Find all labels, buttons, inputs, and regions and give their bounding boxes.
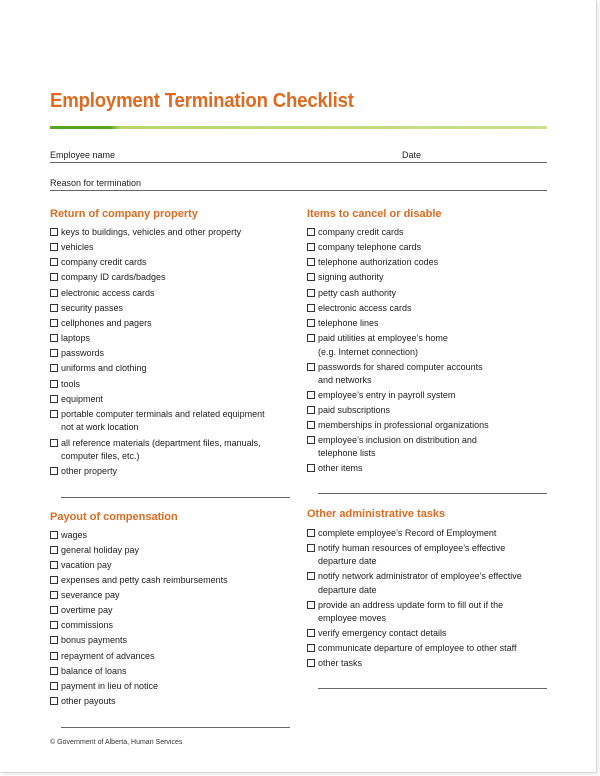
checklist-item-label: telephone lines (318, 318, 379, 328)
checkbox[interactable] (307, 391, 315, 399)
checkbox[interactable] (50, 334, 58, 342)
checklist-item (50, 255, 147, 269)
payout-writein-line[interactable] (61, 727, 290, 728)
checkbox[interactable] (307, 572, 315, 580)
checklist-item (50, 286, 155, 300)
checklist-item (50, 679, 158, 693)
checklist-item (307, 403, 390, 417)
checkbox[interactable] (50, 636, 58, 644)
checkbox[interactable] (307, 659, 315, 667)
footer-copyright: © Government of Alberta, Human Services (50, 739, 183, 746)
checklist-item (307, 461, 363, 475)
checklist-item (50, 346, 104, 360)
checklist-item-label: portable computer terminals and related equipment (61, 409, 265, 419)
checkbox[interactable] (50, 591, 58, 599)
checkbox[interactable] (307, 529, 315, 537)
checkbox[interactable] (50, 304, 58, 312)
checkbox[interactable] (50, 697, 58, 705)
checklist-item (307, 541, 505, 555)
checklist-item-continuation (50, 420, 139, 434)
checklist-item-label: company credit cards (318, 227, 404, 237)
checkbox[interactable] (307, 228, 315, 236)
checklist-item (50, 392, 103, 406)
checkbox[interactable] (50, 606, 58, 614)
checkbox[interactable] (50, 561, 58, 569)
checklist-item-label: communicate departure of employee to other staff (318, 643, 517, 653)
checklist-item (50, 407, 265, 421)
employee-name-field[interactable] (50, 147, 547, 163)
return-property-writein-line[interactable] (61, 497, 290, 498)
checkbox[interactable] (50, 667, 58, 675)
checkbox[interactable] (307, 406, 315, 414)
checklist-item (307, 270, 384, 284)
checklist-item (307, 360, 483, 374)
checklist-item-continuation (307, 446, 376, 460)
checklist-item-label: paid utilities at employee’s home (318, 333, 448, 343)
checklist-item (50, 694, 116, 708)
checklist-item (307, 240, 421, 254)
checklist-item-label: repayment of advances (61, 651, 155, 661)
checklist-item (307, 255, 438, 269)
checklist-item (307, 598, 503, 612)
checklist-item-label: notify human resources of employee’s effective (318, 543, 506, 553)
checkbox[interactable] (50, 228, 58, 236)
checkbox[interactable] (50, 243, 58, 251)
checklist-item (50, 543, 139, 557)
checklist-item-label: (e.g. Internet connection) (318, 347, 419, 357)
checklist-item-label: laptops (61, 333, 91, 343)
checkbox[interactable] (50, 576, 58, 584)
checkbox[interactable] (50, 652, 58, 660)
checklist-item-label: electronic access cards (318, 303, 412, 313)
checklist-item-continuation (50, 449, 140, 463)
checklist-item-label: equipment (61, 394, 104, 404)
checkbox[interactable] (50, 682, 58, 690)
checkbox[interactable] (307, 601, 315, 609)
checklist-item (307, 388, 455, 402)
checklist-item-label: employee’s inclusion on distribution and (318, 435, 477, 445)
checklist-item (307, 418, 489, 432)
section-heading-admin: Other administrative tasks (307, 508, 446, 520)
checkbox[interactable] (307, 436, 315, 444)
page-title: Employment Termination Checklist (50, 90, 354, 112)
checkbox[interactable] (50, 467, 58, 475)
checklist-item (307, 526, 496, 540)
checkbox[interactable] (50, 364, 58, 372)
reason-label: Reason for termination (50, 178, 142, 188)
checklist-item (307, 331, 448, 345)
checklist-item-label: all reference materials (department files, manuals, (61, 438, 261, 448)
checklist-item-label: departure date (318, 585, 377, 595)
checklist-item (50, 301, 123, 315)
checklist-item-label: cellphones and pagers (61, 318, 152, 328)
reason-field[interactable] (50, 175, 547, 191)
checklist-item-label: tools (61, 379, 81, 389)
checklist-item (307, 626, 447, 640)
checkbox[interactable] (307, 319, 315, 327)
checkbox[interactable] (307, 304, 315, 312)
checklist-item (50, 270, 166, 284)
checkbox[interactable] (307, 243, 315, 251)
checkbox[interactable] (50, 258, 58, 266)
checklist-item (50, 603, 113, 617)
checkbox[interactable] (307, 334, 315, 342)
checklist-item-label: paid subscriptions (318, 405, 391, 415)
checklist-item (50, 588, 120, 602)
checkbox[interactable] (50, 439, 58, 447)
checklist-item (50, 377, 80, 391)
checklist-item-label: notify network administrator of employee’s effective (318, 571, 522, 581)
checklist-item-label: passwords for shared computer accounts (318, 362, 483, 372)
checkbox[interactable] (307, 258, 315, 266)
cancel-writein-line[interactable] (318, 493, 547, 494)
section-heading-return-property: Return of company property (50, 208, 198, 220)
checklist-item-label: departure date (318, 556, 377, 566)
admin-writein-line[interactable] (318, 688, 547, 689)
checklist-item (307, 316, 379, 330)
checkbox[interactable] (50, 380, 58, 388)
checklist-item (307, 301, 412, 315)
checkbox[interactable] (50, 319, 58, 327)
checkbox[interactable] (50, 531, 58, 539)
checkbox[interactable] (50, 349, 58, 357)
checkbox[interactable] (50, 395, 58, 403)
checklist-item (50, 361, 147, 375)
checklist-item (50, 464, 117, 478)
checklist-item-label: company telephone cards (318, 242, 422, 252)
checklist-item-label: employee moves (318, 613, 387, 623)
checklist-item (50, 225, 241, 239)
checklist-item (50, 633, 127, 647)
checklist-item-label: complete employee’s Record of Employment (318, 528, 497, 538)
checkbox[interactable] (307, 421, 315, 429)
checklist-item (307, 225, 404, 239)
checklist-item-label: bonus payments (61, 635, 128, 645)
checkbox[interactable] (307, 363, 315, 371)
checklist-item-label: payment in lieu of notice (61, 681, 159, 691)
checklist-item (307, 286, 396, 300)
checklist-item-label: signing authority (318, 272, 384, 282)
checklist-item (50, 316, 152, 330)
checklist-item-continuation (307, 554, 377, 568)
checklist-item-label: memberships in professional organizations (318, 420, 489, 430)
checkbox[interactable] (307, 289, 315, 297)
checklist-item-label: telephone authorization codes (318, 257, 439, 267)
checklist-item-label: balance of loans (61, 666, 127, 676)
checklist-item-label: electronic access cards (61, 288, 155, 298)
checklist-item-label: telephone lists (318, 448, 376, 458)
section-heading-payout: Payout of compensation (50, 511, 178, 523)
checklist-item (50, 664, 127, 678)
checklist-item-label: general holiday pay (61, 545, 140, 555)
checklist-item-label: commissions (61, 620, 114, 630)
checklist-item-continuation (307, 611, 386, 625)
checkbox[interactable] (50, 546, 58, 554)
checklist-item-label: expenses and petty cash reimbursements (61, 575, 228, 585)
checklist-item-label: provide an address update form to fill out if the (318, 600, 504, 610)
checkbox[interactable] (307, 644, 315, 652)
title-divider (50, 126, 547, 129)
checklist-item-label: not at work location (61, 422, 139, 432)
checklist-item-label: other items (318, 463, 363, 473)
checkbox[interactable] (50, 410, 58, 418)
checklist-item-label: company credit cards (61, 257, 147, 267)
checklist-item-label: vacation pay (61, 560, 112, 570)
checkbox[interactable] (307, 629, 315, 637)
checklist-item-label: passwords (61, 348, 105, 358)
checklist-item-label: wages (61, 530, 88, 540)
checklist-item (307, 656, 362, 670)
checklist-item-label: employee’s entry in payroll system (318, 390, 456, 400)
checklist-item-label: security passes (61, 303, 124, 313)
checklist-item-label: severance pay (61, 590, 120, 600)
checklist-item-label: uniforms and clothing (61, 363, 147, 373)
checklist-item (307, 433, 477, 447)
checklist-item-label: company ID cards/badges (61, 272, 166, 282)
checklist-item-label: keys to buildings, vehicles and other property (61, 227, 242, 237)
checkbox[interactable] (307, 544, 315, 552)
checkbox[interactable] (307, 273, 315, 281)
checklist-item-label: verify emergency contact details (318, 628, 447, 638)
checklist-item (50, 331, 90, 345)
checklist-item-label: computer files, etc.) (61, 451, 140, 461)
checklist-item-label: and networks (318, 375, 372, 385)
checklist-item-continuation (307, 373, 372, 387)
checklist-item-label: other payouts (61, 696, 116, 706)
checklist-item (50, 436, 261, 450)
checklist-item (50, 240, 94, 254)
checklist-item (50, 649, 155, 663)
checklist-item (50, 573, 228, 587)
section-heading-cancel: Items to cancel or disable (307, 208, 442, 220)
checklist-item-label: vehicles (61, 242, 94, 252)
checklist-item (50, 528, 87, 542)
checkbox[interactable] (307, 464, 315, 472)
checklist-item-label: other property (61, 466, 118, 476)
checklist-item (307, 641, 516, 655)
date-label: Date (402, 150, 422, 160)
checkbox[interactable] (50, 289, 58, 297)
checkbox[interactable] (50, 621, 58, 629)
checklist-item-label: petty cash authority (318, 288, 397, 298)
checklist-item-label: overtime pay (61, 605, 113, 615)
checklist-item (50, 558, 112, 572)
checklist-item-label: other tasks (318, 658, 363, 668)
checklist-item (307, 569, 522, 583)
checkbox[interactable] (50, 273, 58, 281)
checklist-item-continuation (307, 583, 377, 597)
employee-name-label: Employee name (50, 150, 116, 160)
checklist-item (50, 618, 113, 632)
checklist-item-continuation (307, 345, 418, 359)
